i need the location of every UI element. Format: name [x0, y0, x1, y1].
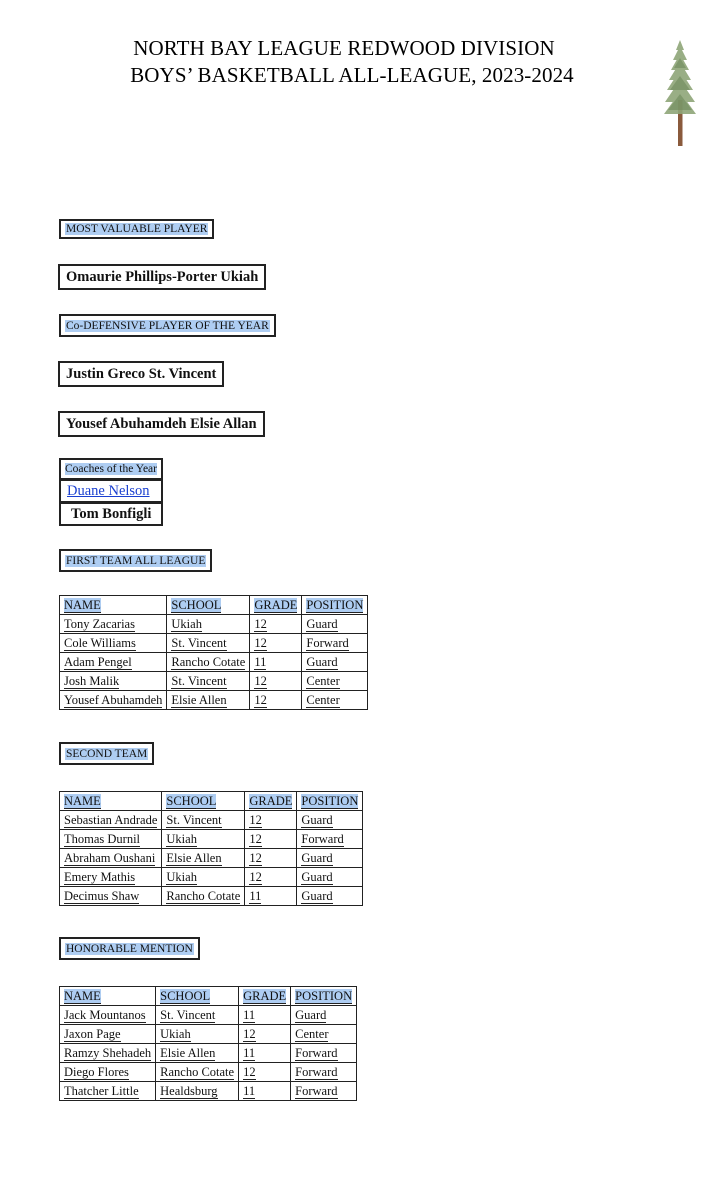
table-row	[60, 615, 368, 634]
cell-school: St. Vincent	[156, 1006, 239, 1025]
cell-school: St. Vincent	[167, 634, 250, 653]
cell-position: Forward	[297, 830, 363, 849]
cell-name: Cole Williams	[60, 634, 167, 653]
table-row	[60, 868, 363, 887]
cell-name: Josh Malik	[60, 672, 167, 691]
header-name: NAME	[60, 792, 162, 811]
header-school: SCHOOL	[162, 792, 245, 811]
honorable-mention-table	[59, 986, 357, 1101]
header-name: NAME	[60, 987, 156, 1006]
cell-school: Ukiah	[162, 830, 245, 849]
cell-grade: 12	[250, 634, 302, 653]
table-row	[60, 1044, 357, 1063]
first-team-label: FIRST TEAM ALL LEAGUE	[59, 549, 212, 572]
header-name: NAME	[60, 596, 167, 615]
dpoy-winner-1: Justin Greco St. Vincent	[58, 361, 224, 387]
table-row	[60, 830, 363, 849]
cell-name: Adam Pengel	[60, 653, 167, 672]
coaches-of-the-year	[59, 458, 163, 526]
table-row	[60, 887, 363, 906]
table-row	[60, 672, 368, 691]
cell-grade: 12	[239, 1063, 291, 1082]
cell-grade: 12	[245, 811, 297, 830]
table-header-row	[60, 792, 363, 811]
honorable-mention-label: HONORABLE MENTION	[59, 937, 200, 960]
cell-name: Yousef Abuhamdeh	[60, 691, 167, 710]
cell-position: Center	[302, 672, 368, 691]
page-title-line1: NORTH BAY LEAGUE REDWOOD DIVISION	[133, 36, 555, 60]
header-grade: GRADE	[239, 987, 291, 1006]
cell-name: Thomas Durnil	[60, 830, 162, 849]
cell-name: Ramzy Shehadeh	[60, 1044, 156, 1063]
cell-grade: 11	[239, 1044, 291, 1063]
cell-grade: 12	[245, 868, 297, 887]
cell-position: Guard	[297, 811, 363, 830]
cell-school: Healdsburg	[156, 1082, 239, 1101]
header-grade: GRADE	[245, 792, 297, 811]
page-title-line2: BOYS’ BASKETBALL ALL-LEAGUE, 2023-2024	[130, 63, 574, 87]
cell-position: Guard	[297, 849, 363, 868]
coach-tom-bonfigli: Tom Bonfigli	[59, 503, 163, 526]
table-row	[60, 1025, 357, 1044]
cell-grade: 11	[239, 1082, 291, 1101]
cell-grade: 11	[250, 653, 302, 672]
first-team-table	[59, 595, 368, 710]
table-row	[60, 653, 368, 672]
cell-position: Guard	[291, 1006, 357, 1025]
cell-school: Rancho Cotate	[162, 887, 245, 906]
table-row	[60, 849, 363, 868]
cell-position: Center	[291, 1025, 357, 1044]
cell-school: St. Vincent	[167, 672, 250, 691]
dpoy-winner-2: Yousef Abuhamdeh Elsie Allan	[58, 411, 265, 437]
cell-name: Emery Mathis	[60, 868, 162, 887]
cell-grade: 12	[239, 1025, 291, 1044]
cell-grade: 12	[250, 691, 302, 710]
header-grade: GRADE	[250, 596, 302, 615]
cell-position: Center	[302, 691, 368, 710]
header-school: SCHOOL	[156, 987, 239, 1006]
cell-school: Rancho Cotate	[156, 1063, 239, 1082]
cell-position: Guard	[297, 868, 363, 887]
cell-grade: 12	[250, 672, 302, 691]
cell-grade: 12	[245, 830, 297, 849]
cell-position: Forward	[291, 1082, 357, 1101]
table-row	[60, 1082, 357, 1101]
second-team-table	[59, 791, 363, 906]
cell-position: Forward	[291, 1063, 357, 1082]
cell-grade: 11	[239, 1006, 291, 1025]
cell-school: Ukiah	[162, 868, 245, 887]
cell-name: Diego Flores	[60, 1063, 156, 1082]
cell-school: Ukiah	[156, 1025, 239, 1044]
cell-school: St. Vincent	[162, 811, 245, 830]
table-header-row	[60, 987, 357, 1006]
header-position: POSITION	[291, 987, 357, 1006]
cell-school: Rancho Cotate	[167, 653, 250, 672]
second-team-label: SECOND TEAM	[59, 742, 154, 765]
header-position: POSITION	[302, 596, 368, 615]
cell-position: Guard	[302, 653, 368, 672]
mvp-label: MOST VALUABLE PLAYER	[59, 219, 214, 239]
mvp-winner: Omaurie Phillips-Porter Ukiah	[58, 264, 266, 290]
coach-link-duane-nelson[interactable]: Duane Nelson	[59, 480, 163, 503]
coaches-label: Coaches of the Year	[59, 458, 163, 480]
cell-grade: 12	[245, 849, 297, 868]
cell-school: Elsie Allen	[162, 849, 245, 868]
cell-school: Elsie Allen	[167, 691, 250, 710]
table-row	[60, 634, 368, 653]
cell-position: Guard	[297, 887, 363, 906]
cell-grade: 11	[245, 887, 297, 906]
cell-name: Decimus Shaw	[60, 887, 162, 906]
cell-name: Sebastian Andrade	[60, 811, 162, 830]
cell-grade: 12	[250, 615, 302, 634]
cell-school: Ukiah	[167, 615, 250, 634]
header-school: SCHOOL	[167, 596, 250, 615]
cell-position: Forward	[302, 634, 368, 653]
redwood-tree-icon	[662, 40, 698, 148]
cell-name: Tony Zacarias	[60, 615, 167, 634]
table-row	[60, 1006, 357, 1025]
cell-name: Jaxon Page	[60, 1025, 156, 1044]
cell-name: Jack Mountanos	[60, 1006, 156, 1025]
cell-position: Guard	[302, 615, 368, 634]
cell-name: Abraham Oushani	[60, 849, 162, 868]
table-row	[60, 1063, 357, 1082]
header-position: POSITION	[297, 792, 363, 811]
cell-name: Thatcher Little	[60, 1082, 156, 1101]
dpoy-label: Co-DEFENSIVE PLAYER OF THE YEAR	[59, 314, 276, 337]
table-row	[60, 691, 368, 710]
table-row	[60, 811, 363, 830]
cell-position: Forward	[291, 1044, 357, 1063]
cell-school: Elsie Allen	[156, 1044, 239, 1063]
table-header-row	[60, 596, 368, 615]
